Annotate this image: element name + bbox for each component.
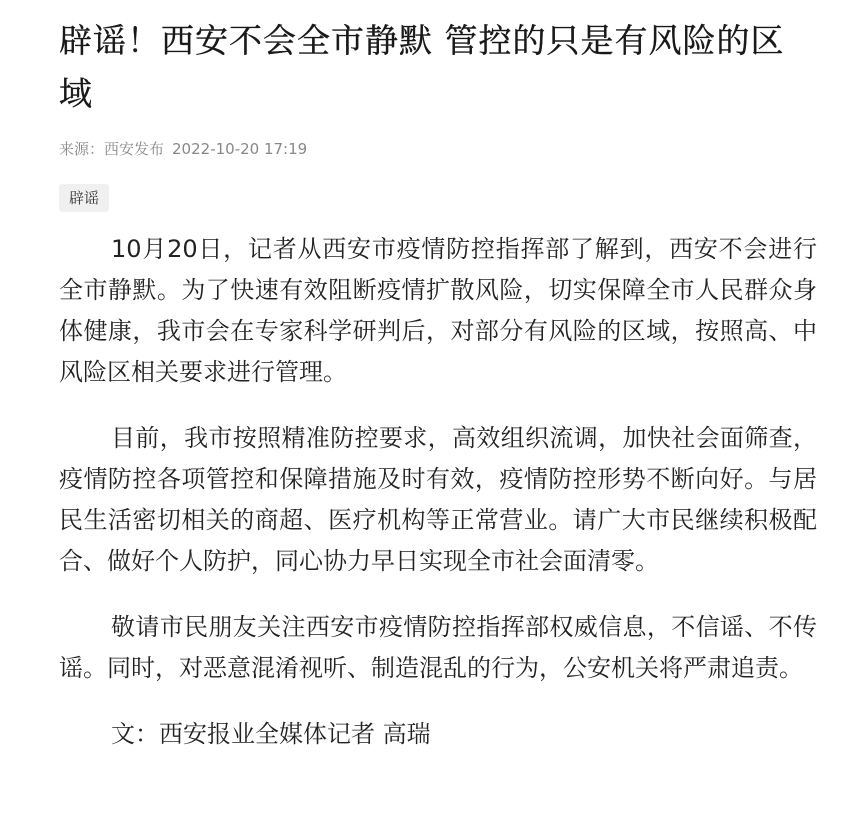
article-tag[interactable]: 辟谣 — [59, 184, 109, 212]
paragraph: 目前，我市按照精准防控要求，高效组织流调，加快社会面筛查，疫情防控各项管控和保障措施及时有效，疫情防控形势不断向好。与居民生活密切相关的商超、医疗机构等正常营业。请广大市民继续积极配合、做好个人防护，同心协力早日实现全市社会面清零。 — [59, 424, 817, 575]
article-meta — [59, 138, 817, 160]
paragraph: 敬请市民朋友关注西安市疫情防控指挥部权威信息，不信谣、不传谣。同时，对恶意混淆视听、制造混乱的行为，公安机关将严肃追责。 — [59, 613, 817, 682]
article-date: 2022-10-20 17:19 — [172, 140, 308, 158]
paragraph: 10月20日，记者从西安市疫情防控指挥部了解到，西安不会进行全市静默。为了快速有效阻断疫情扩散风险，切实保障全市人民群众身体健康，我市会在专家科学研判后，对部分有风险的区域，按照高、中风险区相关要求进行管理。 — [59, 235, 817, 386]
article-source: 来源：西安发布 — [59, 140, 165, 158]
article-body — [59, 229, 817, 755]
article-byline: 文：西安报业全媒体记者 高瑞 — [111, 720, 431, 748]
article-title: 辟谣！西安不会全市静默 管控的只是有风险的区域 — [59, 21, 785, 113]
